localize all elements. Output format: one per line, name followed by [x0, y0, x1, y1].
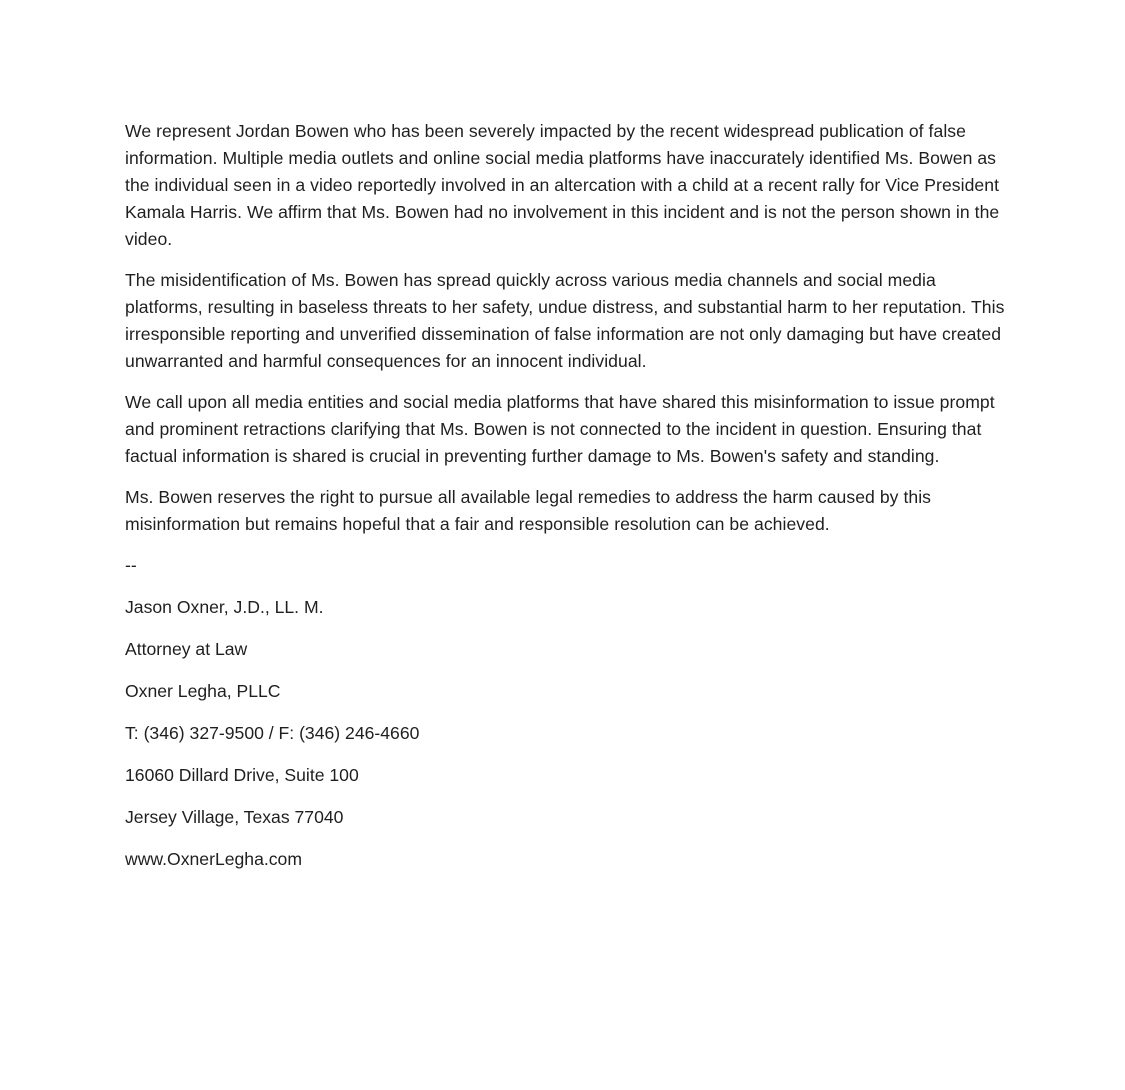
signature-name: Jason Oxner, J.D., LL. M. — [125, 597, 324, 617]
signature-firm: Oxner Legha, PLLC — [125, 681, 281, 701]
signature-address-line-2: Jersey Village, Texas 77040 — [125, 807, 344, 827]
signature-block — [125, 554, 1010, 871]
signature-title: Attorney at Law — [125, 639, 248, 659]
letter-paragraph-2: The misidentification of Ms. Bowen has spread quickly across various media channels and social media platforms, resulting in baseless threats to her safety, undue distress, and substantial harm to her reputation. This irresponsible reporting and unverified dissemination of false information are not only damaging but have created unwarranted and harmful consequences for an innocent individual. — [125, 270, 1005, 371]
letter-paragraph-4: Ms. Bowen reserves the right to pursue all available legal remedies to address the harm caused by this misinformation but remains hopeful that a fair and responsible resolution can be achieved. — [125, 487, 932, 534]
letter-document — [125, 118, 1010, 890]
signature-address-line-1: 16060 Dillard Drive, Suite 100 — [125, 765, 359, 785]
signature-website: www.OxnerLegha.com — [125, 849, 302, 869]
letter-paragraph-3: We call upon all media entities and social media platforms that have shared this misinformation to issue prompt and prominent retractions clarifying that Ms. Bowen is not connected to the incident in question. Ensuring that factual information is shared is crucial in preventing further damage to Ms. Bowen's safety and standing. — [125, 392, 995, 466]
signature-phone-fax: T: (346) 327-9500 / F: (346) 246-4660 — [125, 723, 420, 743]
signature-separator: -- — [125, 555, 137, 575]
letter-paragraph-1: We represent Jordan Bowen who has been severely impacted by the recent widespread publication of false information. Multiple media outlets and online social media platforms have inaccurately identified Ms. Bowen as the individual seen in a video reportedly involved in an altercation with a child at a recent rally for Vice President Kamala Harris. We affirm that Ms. Bowen had no involvement in this incident and is not the person shown in the video. — [125, 121, 1000, 249]
